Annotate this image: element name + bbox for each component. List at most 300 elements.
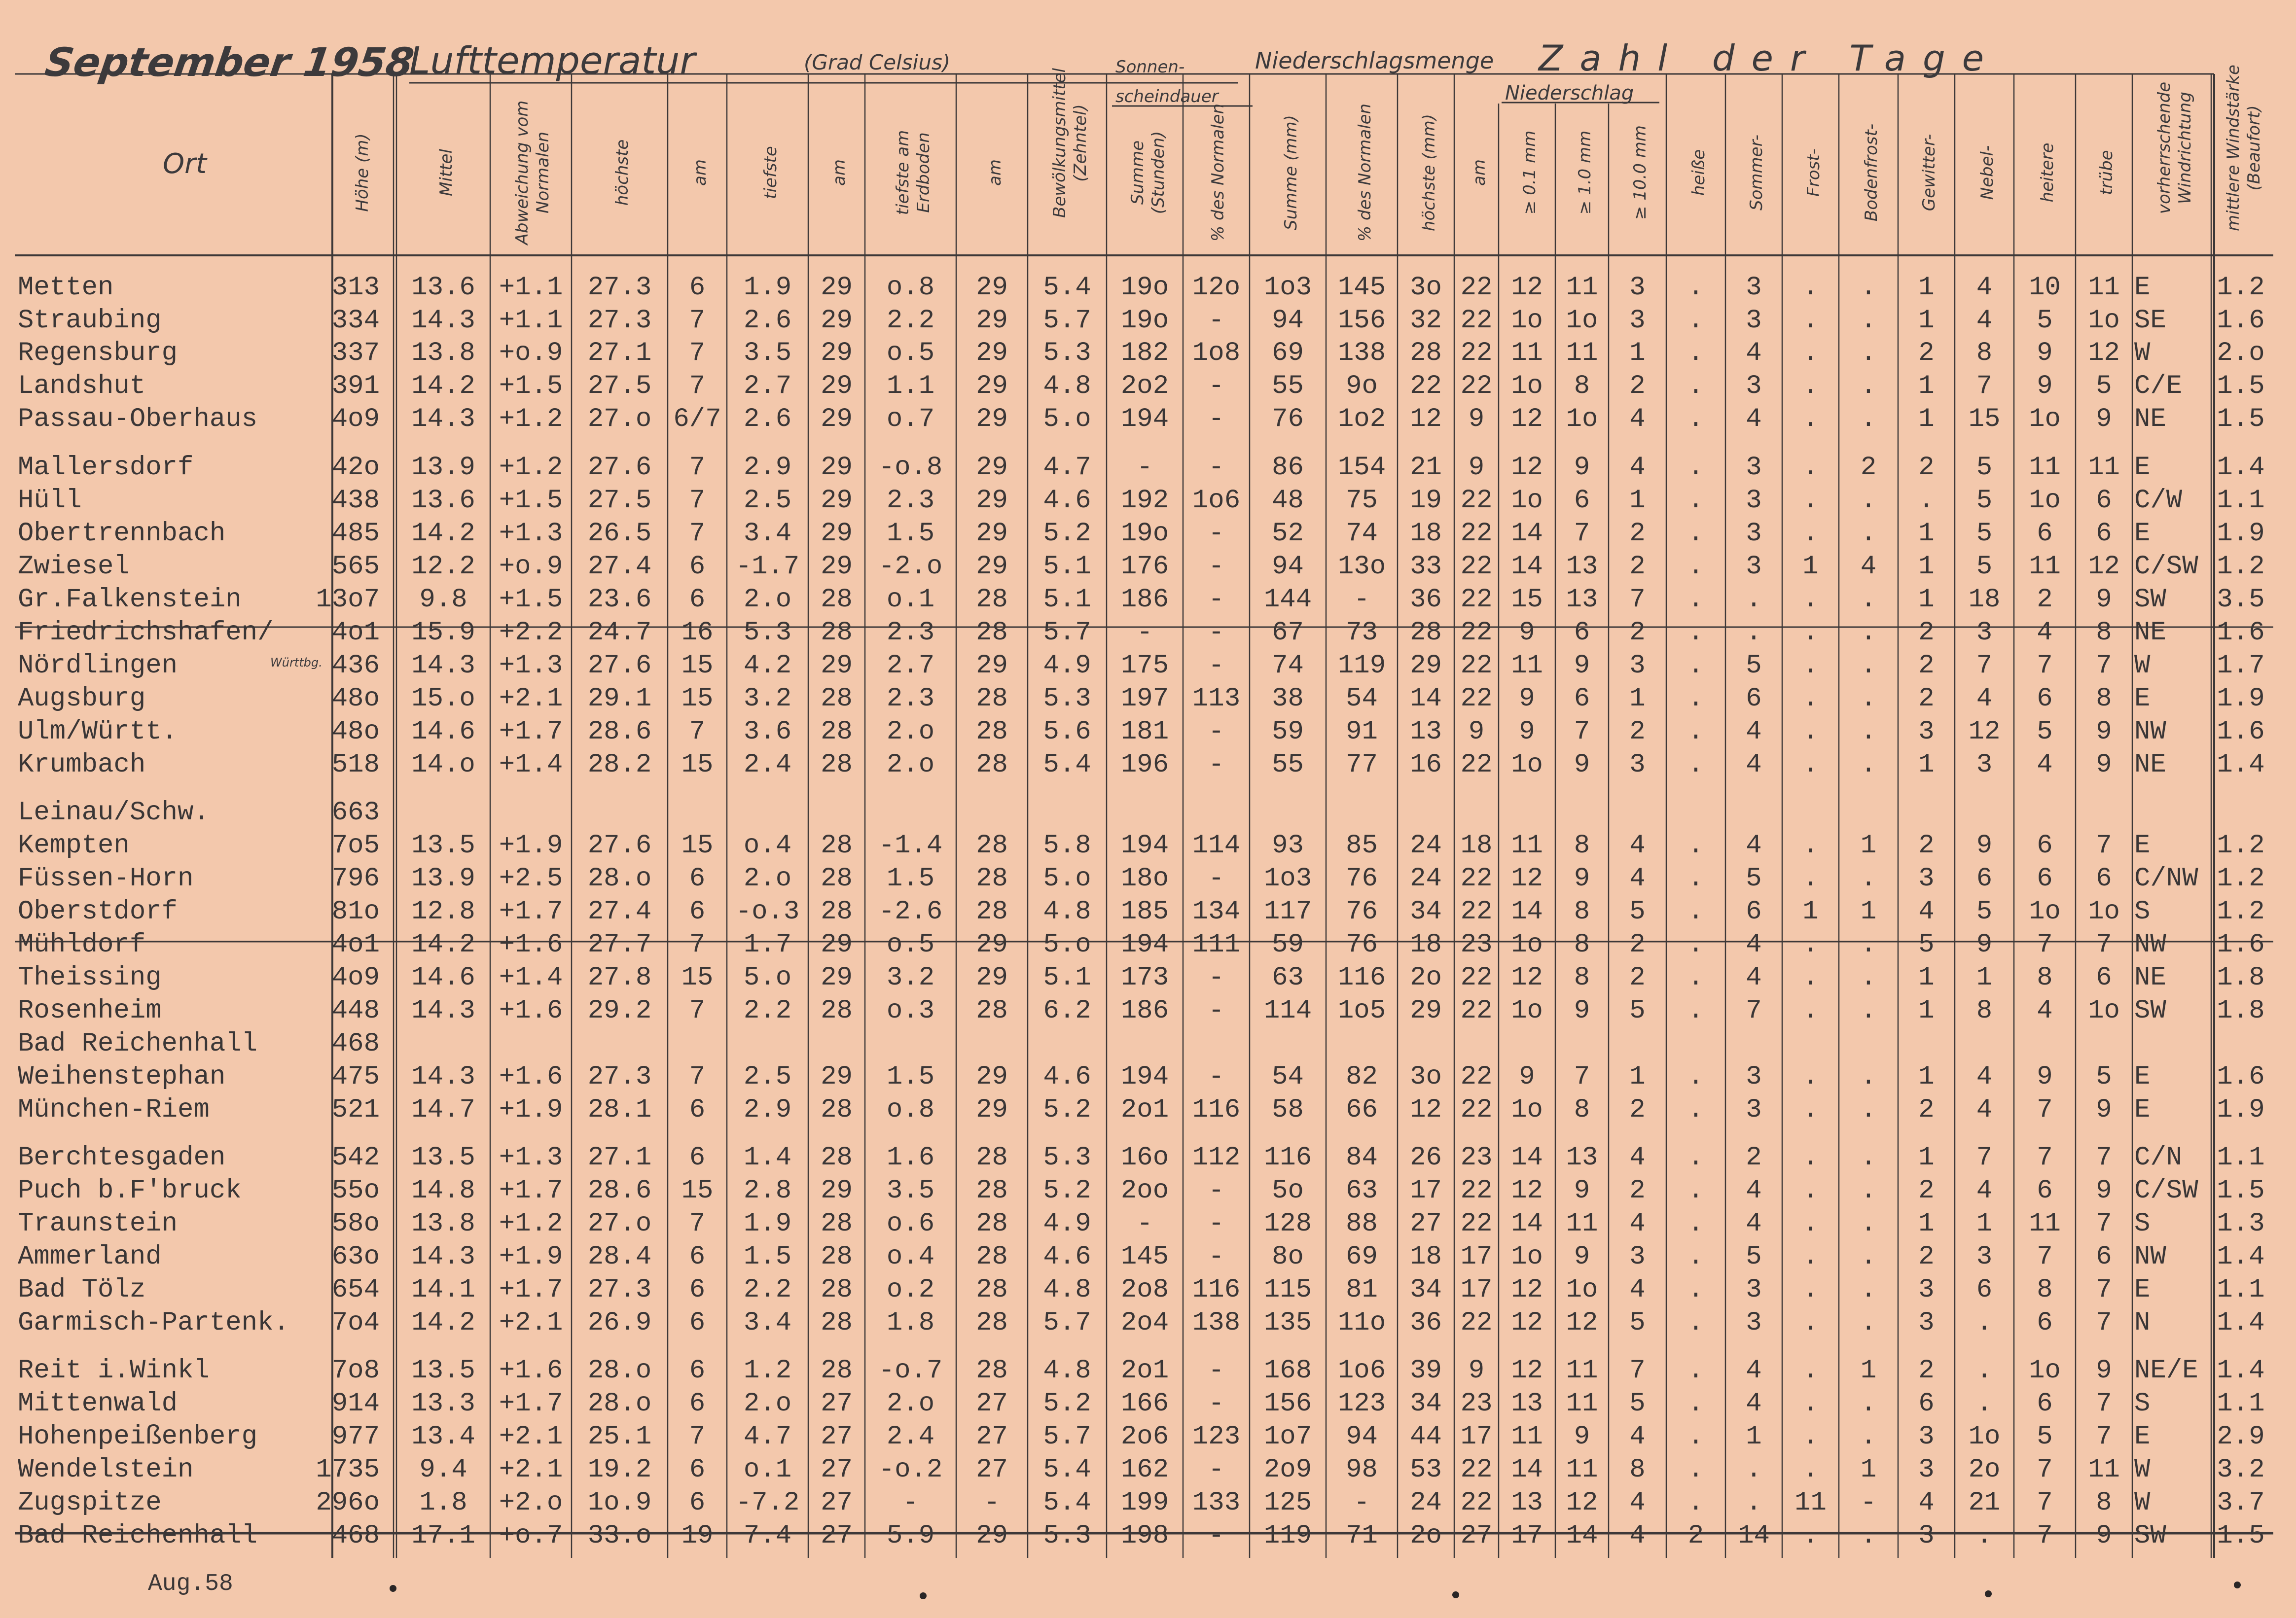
table-cell: .: [1802, 1176, 1819, 1206]
station-name: Hohenpeißenberg: [18, 1422, 258, 1452]
table-cell: 22: [1460, 552, 1493, 582]
table-cell: 22: [1460, 1062, 1493, 1092]
table-cell: 1: [1918, 1062, 1935, 1092]
table-cell: 12: [1410, 404, 1442, 434]
table-cell: .: [1687, 1095, 1704, 1125]
table-cell: 117: [1263, 897, 1312, 927]
table-cell: 1: [1860, 1455, 1877, 1485]
column-header: Abweichung vom Normalen: [512, 100, 553, 245]
table-cell: 24: [1410, 1488, 1442, 1518]
table-cell: o.1: [743, 1455, 792, 1485]
table-cell: 29: [1410, 651, 1442, 681]
table-cell: .: [1687, 963, 1704, 993]
table-cell: .: [1860, 717, 1877, 747]
station-name: Reit i.Winkl: [18, 1356, 210, 1386]
table-cell: 14: [1410, 684, 1442, 714]
table-cell: .: [1802, 864, 1819, 894]
table-cell: 14.6: [411, 717, 475, 747]
table-cell: 9: [1574, 1242, 1590, 1272]
table-cell: 134: [1192, 897, 1241, 927]
table-cell: 2: [1918, 651, 1935, 681]
table-cell: +2.1: [499, 1308, 563, 1338]
table-cell: .: [1687, 1242, 1704, 1272]
table-cell: 13.9: [411, 453, 475, 483]
table-cell: 4: [1860, 552, 1877, 582]
station-name: München-Riem: [18, 1095, 210, 1125]
table-cell: 2o9: [1263, 1455, 1312, 1485]
table-cell: 7: [1574, 1062, 1590, 1092]
table-cell: 14.3: [411, 404, 475, 434]
table-cell: 14.1: [411, 1275, 475, 1305]
table-cell: 5: [2037, 717, 2053, 747]
table-cell: 7: [2037, 1488, 2053, 1518]
table-cell: 84: [1346, 1143, 1378, 1173]
table-cell: 7: [689, 1209, 706, 1239]
table-cell: 128: [1263, 1209, 1312, 1239]
table-cell: 4: [1976, 1062, 1993, 1092]
table-cell: 4: [1746, 930, 1762, 960]
table-cell: 5.2: [1043, 1389, 1091, 1419]
table-cell: 39: [1410, 1356, 1442, 1386]
table-cell: .: [1860, 651, 1877, 681]
table-cell: .: [1976, 1521, 1993, 1551]
table-cell: 29: [976, 1095, 1008, 1125]
table-cell: 8: [2037, 963, 2053, 993]
table-cell: 2: [1918, 1095, 1935, 1125]
table-cell: 1.8: [886, 1308, 935, 1338]
table-cell: 6: [2037, 831, 2053, 861]
station-name: Weihenstephan: [18, 1062, 226, 1092]
table-cell: +1.6: [499, 930, 563, 960]
table-cell: 34: [1410, 897, 1442, 927]
table-cell: 9: [2037, 1062, 2053, 1092]
table-cell: 73: [1346, 618, 1378, 648]
table-cell: 13o: [1337, 552, 1386, 582]
table-cell: E: [2134, 273, 2151, 303]
table-cell: 48o: [331, 684, 380, 714]
table-cell: 28: [976, 684, 1008, 714]
table-cell: 55: [1272, 371, 1304, 401]
table-cell: NE: [2134, 963, 2166, 993]
table-cell: 5: [1629, 897, 1646, 927]
table-cell: 7: [1574, 519, 1590, 549]
table-cell: 2.o: [743, 1389, 792, 1419]
table-cell: 4: [1746, 338, 1762, 368]
table-cell: 162: [1120, 1455, 1169, 1485]
table-cell: 9o: [1346, 371, 1378, 401]
table-cell: C/W: [2134, 486, 2183, 516]
table-cell: 7: [689, 371, 706, 401]
table-cell: .: [1687, 750, 1704, 780]
column-header: % des Normalen: [1208, 103, 1228, 242]
table-cell: 38: [1272, 684, 1304, 714]
table-cell: 9: [2037, 338, 2053, 368]
table-cell: .: [1860, 1389, 1877, 1419]
table-cell: .: [1802, 1389, 1819, 1419]
table-cell: 27.o: [587, 1209, 652, 1239]
table-cell: 11: [1794, 1488, 1827, 1518]
table-cell: 9.8: [419, 585, 467, 615]
table-cell: 475: [331, 1062, 380, 1092]
table-cell: .: [1860, 486, 1877, 516]
table-cell: 14.2: [411, 371, 475, 401]
table-cell: 4: [1976, 273, 1993, 303]
table-cell: .: [1687, 684, 1704, 714]
table-cell: 11: [1511, 338, 1543, 368]
table-cell: -: [1208, 371, 1224, 401]
station-name: Rosenheim: [18, 996, 162, 1026]
table-cell: 13.5: [411, 1143, 475, 1173]
station-name: Landshut: [18, 371, 146, 401]
table-cell: 88: [1346, 1209, 1378, 1239]
table-cell: 6: [689, 1275, 706, 1305]
table-cell: 468: [331, 1521, 380, 1551]
table-cell: 4o9: [331, 404, 380, 434]
table-cell: 28: [821, 618, 853, 648]
table-cell: 2.o: [743, 864, 792, 894]
table-cell: 29: [821, 519, 853, 549]
table-cell: 28: [821, 1095, 853, 1125]
table-cell: 28.o: [587, 1389, 652, 1419]
table-cell: 9: [1574, 453, 1590, 483]
table-cell: 29: [976, 371, 1008, 401]
table-cell: 6: [2037, 1389, 2053, 1419]
table-cell: .: [1860, 338, 1877, 368]
table-cell: 28: [821, 717, 853, 747]
table-cell: .: [1860, 1308, 1877, 1338]
table-cell: 82: [1346, 1062, 1378, 1092]
table-cell: 13.5: [411, 831, 475, 861]
table-cell: 28.6: [587, 717, 652, 747]
table-cell: 13.8: [411, 338, 475, 368]
table-cell: 5.9: [886, 1521, 935, 1551]
punch-hole: [390, 1585, 396, 1592]
station-name: Obertrennbach: [18, 519, 226, 549]
table-cell: 55: [1272, 750, 1304, 780]
table-cell: 76: [1346, 897, 1378, 927]
table-cell: NW: [2134, 717, 2166, 747]
column-header: trübe: [2097, 150, 2117, 195]
table-cell: 6.2: [1043, 996, 1091, 1026]
table-cell: 28: [976, 996, 1008, 1026]
table-cell: 48: [1272, 486, 1304, 516]
table-cell: 4.9: [1043, 1209, 1091, 1239]
table-cell: 5: [1629, 1308, 1646, 1338]
table-cell: -: [1208, 1209, 1224, 1239]
table-cell: 7: [1574, 717, 1590, 747]
table-cell: 28: [976, 750, 1008, 780]
ort-label: Ort: [163, 148, 207, 180]
table-cell: 22: [1460, 651, 1493, 681]
table-cell: 5.8: [1043, 831, 1091, 861]
table-cell: 2.4: [886, 1422, 935, 1452]
table-cell: 7: [1629, 585, 1646, 615]
table-cell: 28: [821, 831, 853, 861]
table-cell: 27.5: [587, 486, 652, 516]
table-cell: SW: [2134, 1521, 2166, 1551]
table-cell: 7: [2037, 1095, 2053, 1125]
table-cell: -: [1208, 717, 1224, 747]
table-cell: 1o: [2029, 1356, 2061, 1386]
table-cell: 3o: [1410, 1062, 1442, 1092]
column-header: am: [985, 159, 1005, 186]
table-cell: 1.8: [2217, 963, 2265, 993]
table-cell: .: [1687, 519, 1704, 549]
table-cell: -: [1208, 552, 1224, 582]
table-cell: 1.9: [2217, 684, 2265, 714]
table-cell: 1o7: [1263, 1422, 1312, 1452]
table-cell: 29: [976, 963, 1008, 993]
station-name: Friedrichshafen/: [18, 618, 274, 648]
table-cell: 15.o: [411, 684, 475, 714]
table-cell: 7: [689, 996, 706, 1026]
table-cell: 6: [2096, 864, 2112, 894]
table-cell: .: [1802, 1143, 1819, 1173]
table-cell: 27.o: [587, 404, 652, 434]
table-cell: 2: [1860, 453, 1877, 483]
table-cell: 5.1: [1043, 963, 1091, 993]
table-cell: 3.5: [2217, 585, 2265, 615]
table-cell: 1: [1918, 585, 1935, 615]
table-cell: 468: [331, 1029, 380, 1059]
table-cell: 5.3: [1043, 684, 1091, 714]
table-cell: 3: [1629, 273, 1646, 303]
table-cell: .: [1746, 585, 1762, 615]
table-cell: 1.2: [2217, 864, 2265, 894]
table-cell: 1o2: [1337, 404, 1386, 434]
table-cell: 8: [1574, 1095, 1590, 1125]
table-cell: 22: [1460, 273, 1493, 303]
table-cell: 5: [1918, 930, 1935, 960]
table-cell: 7: [689, 717, 706, 747]
table-cell: 2: [1629, 963, 1646, 993]
table-cell: 1o6: [1337, 1356, 1386, 1386]
table-cell: 28: [976, 585, 1008, 615]
table-cell: 11: [1511, 1422, 1543, 1452]
table-cell: 313: [331, 273, 380, 303]
table-cell: 5.o: [1043, 930, 1091, 960]
column-header: Summe (Stunden): [1128, 131, 1168, 214]
table-cell: -: [1208, 1455, 1224, 1485]
table-cell: 2: [1918, 1176, 1935, 1206]
table-cell: 11: [2088, 1455, 2120, 1485]
table-cell: 63o: [331, 1242, 380, 1272]
table-cell: 13.3: [411, 1389, 475, 1419]
table-cell: 8: [2096, 618, 2112, 648]
table-cell: 13.6: [411, 486, 475, 516]
table-cell: 2: [1629, 1095, 1646, 1125]
table-cell: .: [1802, 1095, 1819, 1125]
table-cell: 22: [1460, 338, 1493, 368]
table-cell: .: [1860, 930, 1877, 960]
table-cell: 12: [1511, 1308, 1543, 1338]
table-cell: 16: [681, 618, 714, 648]
table-cell: 5.o: [743, 963, 792, 993]
table-cell: 185: [1120, 897, 1169, 927]
table-cell: 29: [821, 453, 853, 483]
table-cell: 22: [1460, 864, 1493, 894]
table-cell: 12: [1511, 453, 1543, 483]
table-cell: 4: [1629, 1275, 1646, 1305]
table-cell: o.8: [886, 273, 935, 303]
table-cell: -: [1354, 585, 1370, 615]
table-cell: .: [1687, 1209, 1704, 1239]
table-cell: 6: [689, 1308, 706, 1338]
table-cell: 1o: [1566, 1275, 1598, 1305]
table-cell: 11: [1566, 1389, 1598, 1419]
table-cell: 1o: [2088, 897, 2120, 927]
column-header: Bewölkungsmittel (Zehntel): [1050, 68, 1090, 218]
table-cell: .: [1802, 1308, 1819, 1338]
table-cell: .: [1687, 864, 1704, 894]
table-cell: 4o1: [331, 930, 380, 960]
station-name: Mallersdorf: [18, 453, 194, 483]
table-cell: 12: [2088, 338, 2120, 368]
table-cell: 5o: [1272, 1176, 1304, 1206]
table-cell: .: [1802, 338, 1819, 368]
table-cell: 194: [1120, 930, 1169, 960]
table-cell: .: [1746, 1488, 1762, 1518]
table-cell: 2: [2037, 585, 2053, 615]
table-cell: 29: [976, 453, 1008, 483]
table-cell: 3: [1918, 717, 1935, 747]
table-cell: 2oo: [1120, 1176, 1169, 1206]
station-name: Nördlingen: [18, 651, 178, 681]
table-cell: 1: [1918, 963, 1935, 993]
column-header: am: [1470, 159, 1489, 186]
table-cell: 2.o: [886, 750, 935, 780]
table-cell: 27.6: [587, 651, 652, 681]
table-cell: 5: [1976, 453, 1993, 483]
table-cell: .: [1746, 618, 1762, 648]
table-cell: 1.6: [2217, 306, 2265, 336]
table-cell: 7: [2096, 651, 2112, 681]
table-cell: 7: [2037, 1455, 2053, 1485]
table-cell: 2.6: [743, 404, 792, 434]
table-cell: 13: [1566, 552, 1598, 582]
table-cell: 22: [1460, 963, 1493, 993]
table-cell: 3: [1918, 864, 1935, 894]
table-cell: 9: [1468, 1356, 1485, 1386]
table-cell: 17.1: [411, 1521, 475, 1551]
table-cell: 10: [2029, 273, 2061, 303]
table-cell: 4.8: [1043, 1356, 1091, 1386]
table-cell: 14: [1511, 1143, 1543, 1173]
table-cell: 28: [976, 897, 1008, 927]
table-cell: .: [1976, 1308, 1993, 1338]
table-cell: -: [1208, 404, 1224, 434]
table-cell: .: [1687, 1356, 1704, 1386]
table-cell: 3: [1746, 1095, 1762, 1125]
table-cell: 3: [1976, 618, 1993, 648]
table-cell: 14.3: [411, 1062, 475, 1092]
table-cell: 6: [689, 1143, 706, 1173]
table-cell: o.3: [886, 996, 935, 1026]
table-cell: 6: [2037, 1176, 2053, 1206]
punch-hole: [2234, 1582, 2241, 1588]
table-cell: 27: [976, 1455, 1008, 1485]
table-cell: +1.3: [499, 651, 563, 681]
group-lufttemperatur: Lufttemperatur: [409, 38, 695, 82]
table-cell: +2.5: [499, 864, 563, 894]
table-cell: 9: [1468, 717, 1485, 747]
column-header: ≥ 1.0 mm: [1575, 130, 1595, 215]
table-cell: 29: [976, 1062, 1008, 1092]
table-cell: 2: [1629, 618, 1646, 648]
table-cell: NE: [2134, 404, 2166, 434]
station-name: Puch b.F'bruck: [18, 1176, 242, 1206]
table-cell: .: [1802, 1062, 1819, 1092]
table-cell: 1.6: [2217, 1062, 2265, 1092]
table-cell: 1.8: [419, 1488, 467, 1518]
table-cell: 14: [1511, 897, 1543, 927]
table-cell: -: [1208, 864, 1224, 894]
table-cell: 54: [1346, 684, 1378, 714]
table-cell: 63: [1346, 1176, 1378, 1206]
table-cell: 5: [1976, 486, 1993, 516]
table-cell: 1.2: [2217, 273, 2265, 303]
table-cell: 9: [2096, 717, 2112, 747]
table-cell: 5.2: [1043, 1095, 1091, 1125]
table-cell: 15: [681, 750, 714, 780]
table-cell: 14: [1566, 1521, 1598, 1551]
table-cell: 29.2: [587, 996, 652, 1026]
table-cell: 77: [1346, 750, 1378, 780]
table-cell: 1.1: [886, 371, 935, 401]
table-cell: 2.o: [886, 1389, 935, 1419]
table-cell: 19o: [1120, 273, 1169, 303]
table-cell: 5.4: [1043, 750, 1091, 780]
table-cell: 6: [689, 864, 706, 894]
table-cell: 1o: [2088, 306, 2120, 336]
table-cell: 22: [1460, 618, 1493, 648]
table-cell: +2.1: [499, 684, 563, 714]
table-cell: .: [1860, 750, 1877, 780]
punch-hole: [1452, 1591, 1459, 1598]
table-cell: 11: [2029, 552, 2061, 582]
table-cell: 28: [976, 864, 1008, 894]
table-cell: .: [1687, 404, 1704, 434]
table-cell: 448: [331, 996, 380, 1026]
table-cell: 27.3: [587, 1275, 652, 1305]
table-cell: 76: [1272, 404, 1304, 434]
table-cell: 28: [821, 1209, 853, 1239]
table-cell: 28.4: [587, 1242, 652, 1272]
table-cell: 5: [1746, 651, 1762, 681]
table-cell: 1: [1860, 897, 1877, 927]
table-cell: W: [2134, 338, 2151, 368]
table-cell: .: [1687, 651, 1704, 681]
table-cell: 4: [1746, 831, 1762, 861]
table-cell: 8: [1574, 897, 1590, 927]
table-cell: 15: [681, 651, 714, 681]
table-cell: 11: [1566, 1356, 1598, 1386]
table-cell: NW: [2134, 1242, 2166, 1272]
table-cell: 9: [1574, 1176, 1590, 1206]
table-cell: 32: [1410, 306, 1442, 336]
table-cell: 6: [689, 897, 706, 927]
table-cell: 29: [821, 1176, 853, 1206]
table-cell: 91: [1346, 717, 1378, 747]
table-cell: 29: [821, 552, 853, 582]
table-cell: 1.5: [743, 1242, 792, 1272]
table-cell: +1.7: [499, 897, 563, 927]
table-cell: NE: [2134, 750, 2166, 780]
table-cell: -: [902, 1488, 919, 1518]
table-cell: 75: [1346, 486, 1378, 516]
table-cell: 1: [1629, 338, 1646, 368]
table-cell: 4: [1746, 717, 1762, 747]
